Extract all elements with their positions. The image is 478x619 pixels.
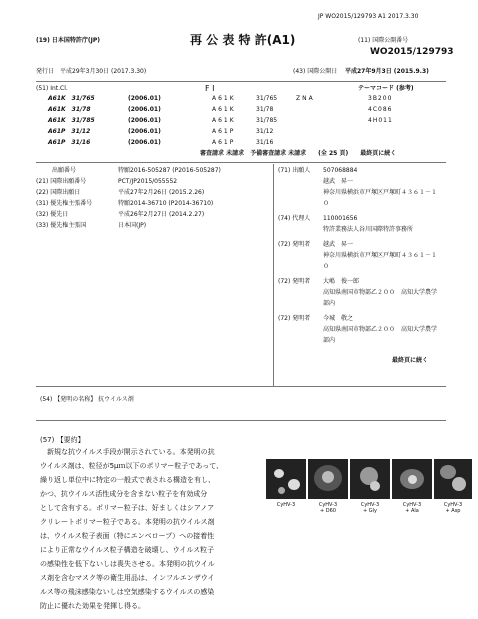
party-line: ０	[323, 200, 330, 207]
intl-pub-date-label: (43) 国際公開日	[293, 68, 338, 75]
fi-label: F I	[205, 84, 215, 93]
party-line: 高知県南国市物部乙２００ 高知大学農学	[323, 326, 438, 333]
party-line: 神奈川県横浜市戸塚区戸塚町４３６１－１	[323, 189, 438, 196]
intcl-code: A61P 31/16	[48, 139, 91, 146]
continued-note: 最終頁に続く	[392, 357, 429, 364]
party-line: 越武 昇一	[323, 178, 354, 185]
biblio-value: 平成27年2月26日 (2015.2.26)	[118, 189, 205, 196]
fi-code: A61K	[212, 106, 236, 113]
abstract-line: 繰り返し単位中に特定の一般式で表される構造を有し、	[40, 476, 215, 484]
party-line: 部内	[323, 300, 336, 307]
abstract-line: ス剤を含むマスク等の衛生用品は、インフルエンザウイ	[40, 574, 215, 582]
fi-number: 31/785	[256, 117, 278, 124]
fi-number: 31/16	[256, 139, 274, 146]
party-line: 高知県南国市物部乙２００ 高知大学農学	[323, 289, 438, 296]
intcl-code: A61K 31/785	[48, 117, 95, 124]
micrograph-image	[308, 459, 348, 499]
biblio-value: 日本国(JP)	[118, 222, 147, 229]
abstract-line: 防止に優れた効果を発揮し得る。	[40, 602, 145, 610]
biblio-label: (32) 優先日	[36, 211, 69, 218]
publication-number: JP WO2015/129793 A1 2017.3.30	[318, 13, 419, 20]
party-label: (72) 発明者	[278, 278, 311, 285]
micrograph-caption: CyHV-3 + Asp	[443, 502, 463, 514]
fi-number: 31/765	[256, 95, 278, 102]
micrograph-image	[392, 459, 432, 499]
theme-code: 4H011	[368, 117, 393, 124]
party-label: (72) 発明者	[278, 241, 311, 248]
party-line: 特許業務法人谷川国際特許事務所	[323, 226, 414, 233]
fi-code: A61P	[212, 128, 236, 135]
biblio-rule	[36, 386, 446, 387]
party-line: ０	[323, 263, 330, 270]
party-line: 大嶋 俊一郎	[323, 278, 360, 285]
intcl-date: (2006.01)	[128, 95, 161, 102]
intcl-code: A61K 31/765	[48, 95, 95, 102]
intcl-label: (51) Int.Cl.	[36, 85, 68, 92]
abstract-line: は、ウイルス粒子表面（特にエンベロープ）への接着性	[40, 532, 215, 540]
party-line: 越武 昇一	[323, 241, 354, 248]
abstract-line: の感染性を低下ないしは喪失させる。本発明の抗ウイル	[40, 560, 215, 568]
intcl-date: (2006.01)	[128, 117, 161, 124]
fi-code: A61P	[212, 139, 236, 146]
abstract-heading: (57) 【要約】	[40, 436, 85, 444]
biblio-label: (21) 国際出願番号	[36, 178, 87, 185]
theme-code-label: テーマコード (参考)	[358, 85, 414, 92]
fi-extra: ZNA	[296, 95, 315, 102]
intcl-date: (2006.01)	[128, 128, 161, 135]
biblio-value: PCT/JP2015/055552	[118, 178, 178, 185]
intcl-code: A61K 31/78	[48, 106, 91, 113]
party-label: (72) 発明者	[278, 315, 311, 322]
abstract-line: ウイルス剤は、粒径が5μｍ以下のポリマー粒子であって、	[40, 462, 224, 470]
biblio-value: 特願2016-505287 (P2016-505287)	[118, 167, 221, 174]
micrograph-image	[266, 459, 306, 499]
biblio-value: 特願2014-36710 (P2014-36710)	[118, 200, 214, 207]
fi-number: 31/12	[256, 128, 274, 135]
abstract-line: として含有する。ポリマー粒子は、好ましくはシアノア	[40, 504, 215, 512]
header-rule	[36, 81, 446, 82]
party-line: 神奈川県横浜市戸塚区戸塚町４３６１－１	[323, 252, 438, 259]
biblio-label: 出願番号	[52, 167, 77, 174]
micrograph-image	[434, 459, 472, 499]
issue-date: 発行日 平成29年3月30日 (2017.3.30)	[36, 68, 147, 75]
party-label: (71) 出願人	[278, 167, 311, 174]
classification-rule	[36, 162, 446, 163]
party-line: 今城 敬之	[323, 315, 354, 322]
intl-pub-date: 平成27年9月3日 (2015.9.3)	[345, 68, 429, 75]
abstract-line: により正常なウイルス粒子構造を破壊し、ウイルス粒子	[40, 546, 215, 554]
patent-office: (19) 日本国特許庁(JP)	[36, 37, 101, 44]
biblio-label: (33) 優先権主張国	[36, 222, 87, 229]
biblio-label: (22) 国際出願日	[36, 189, 81, 196]
biblio-value: 平成26年2月27日 (2014.2.27)	[118, 211, 205, 218]
title-rule	[36, 420, 446, 421]
invention-title: (54) 【発明の名称】 抗ウイルス剤	[40, 396, 134, 403]
theme-code: 3B200	[368, 95, 393, 102]
examination-status: 審査請求 未請求 予備審査請求 未請求 (全 25 頁) 最終頁に続く	[200, 150, 397, 157]
intl-pub-label: (11) 国際公開番号	[358, 37, 409, 44]
abstract-line: かつ、抗ウイルス活性成分を含まない粒子を有効成分	[40, 490, 208, 498]
intcl-date: (2006.01)	[128, 139, 161, 146]
theme-code: 4C086	[368, 106, 393, 113]
party-line: 部内	[323, 337, 336, 344]
fi-code: A61K	[212, 95, 236, 102]
intl-pub-number: WO2015/129793	[370, 47, 454, 57]
document-title: 再 公 表 特 許(A1)	[190, 33, 296, 47]
micrograph-image	[350, 459, 390, 499]
abstract-line: ルス等の飛沫感染ないしは空気感染するウイルスの感染	[40, 588, 215, 596]
micrograph-caption: CyHV-3 + Ala	[402, 502, 422, 514]
fi-code: A61K	[212, 117, 236, 124]
biblio-label: (31) 優先権主張番号	[36, 200, 93, 207]
biblio-divider	[273, 164, 274, 386]
party-label: (74) 代理人	[278, 215, 311, 222]
fi-number: 31/78	[256, 106, 274, 113]
abstract-line: 新規な抗ウイルス手段が開示されている。本発明の抗	[40, 448, 215, 456]
micrograph-caption: CyHV-3	[276, 502, 296, 508]
intcl-code: A61P 31/12	[48, 128, 91, 135]
party-line: 110001656	[323, 215, 358, 222]
party-line: 507068884	[323, 167, 358, 174]
micrograph-caption: CyHV-3 + Gly	[360, 502, 380, 514]
intcl-date: (2006.01)	[128, 106, 161, 113]
abstract-line: クリレートポリマー粒子である。本発明の抗ウイルス剤	[40, 518, 215, 526]
micrograph-caption: CyHV-3 + D60	[318, 502, 338, 514]
